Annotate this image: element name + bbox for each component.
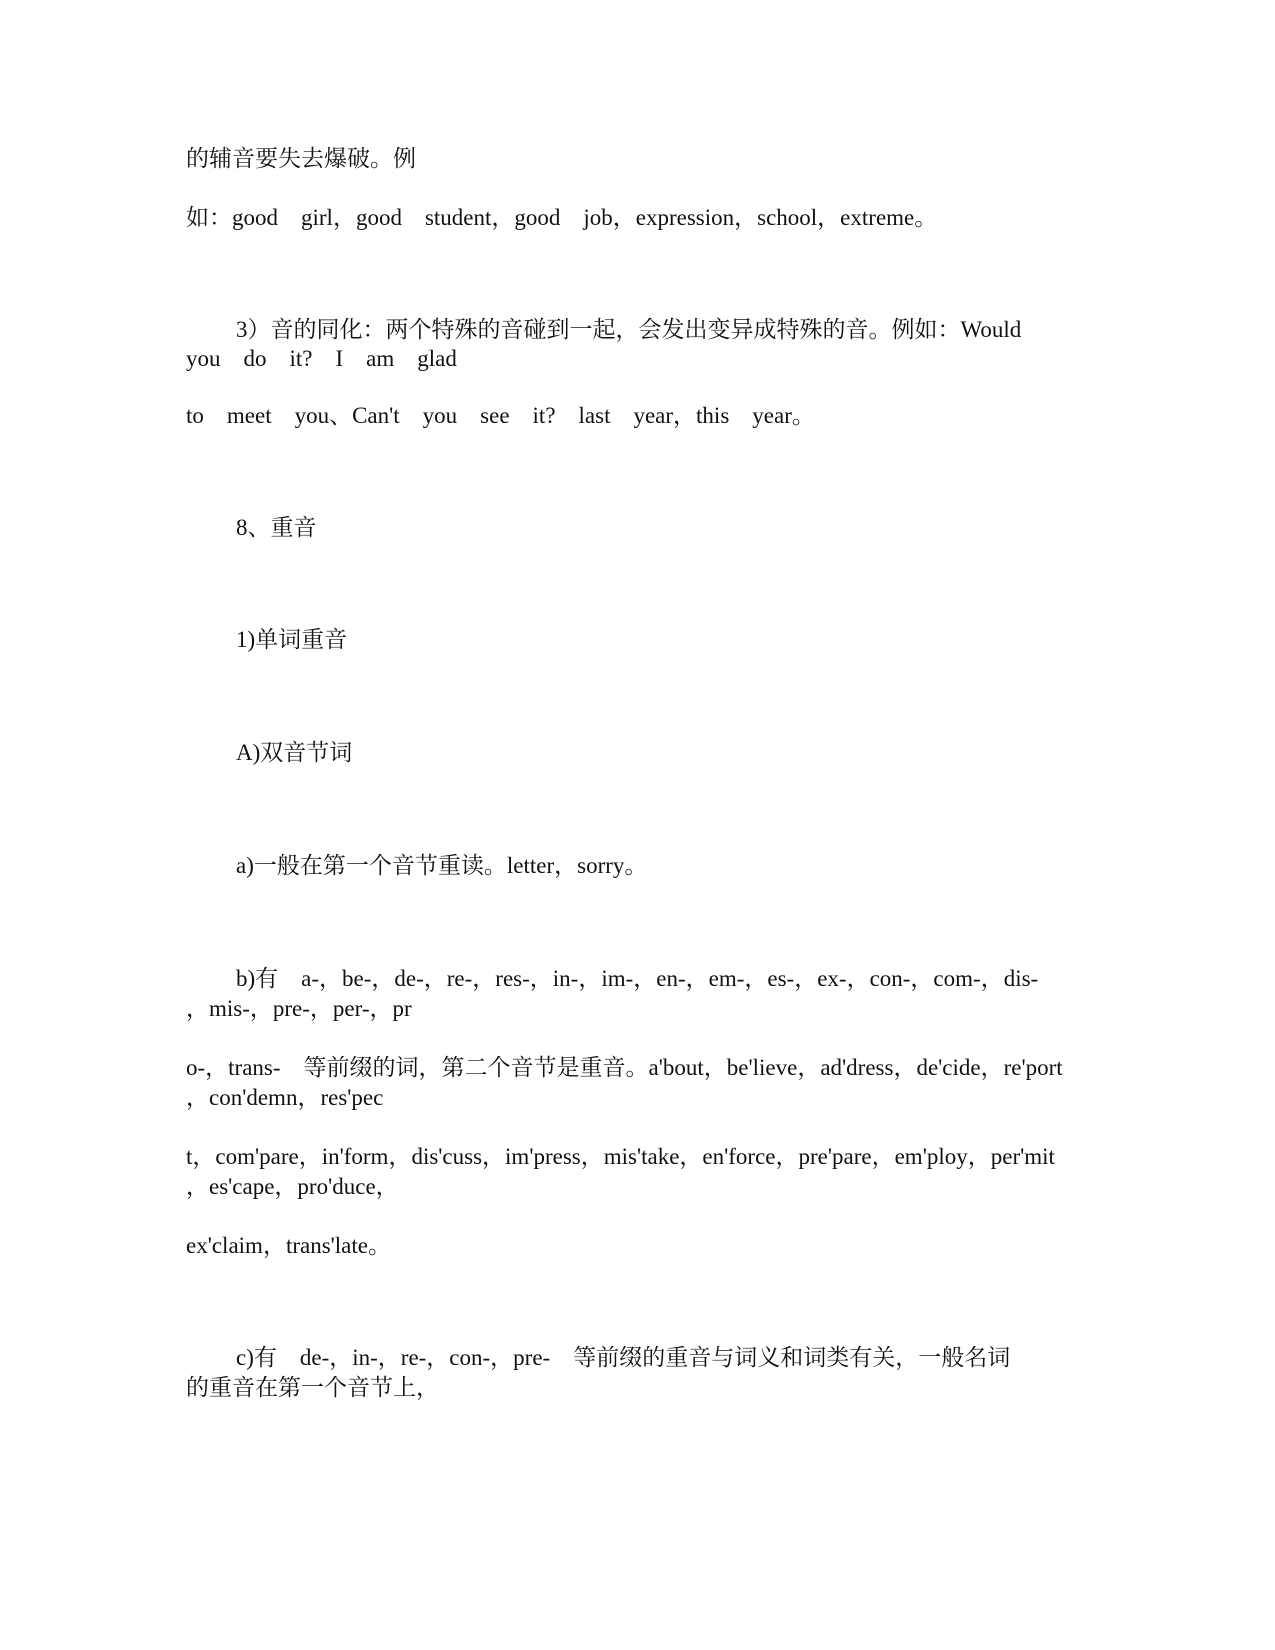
paragraph-line: 3）音的同化：两个特殊的音碰到一起，会发出变异成特殊的音。例如：Would bbox=[236, 317, 1022, 342]
paragraph-line: to meet you、Can't you see it? last year，this year。 bbox=[186, 403, 815, 428]
paragraph-line: ，con'demn，res'pec bbox=[186, 1085, 384, 1110]
section-heading: 8、重音 bbox=[236, 515, 317, 540]
paragraph-line: b)有 a-，be-，de-，re-，res-，in-，im-，en-，em-，es-，ex-，con-，com-，dis- bbox=[236, 966, 1039, 991]
subsection-heading: A)双音节词 bbox=[236, 740, 353, 765]
paragraph-line: o-，trans- 等前缀的词，第二个音节是重音。a'bout，be'lieve，ad'dress，de'cide，re'port bbox=[186, 1055, 1063, 1080]
paragraph-line: 的辅音要失去爆破。例 bbox=[186, 146, 416, 171]
paragraph-line: c)有 de-，in-，re-，con-，pre- 等前缀的重音与词义和词类有关，一般名词 bbox=[236, 1345, 1011, 1370]
paragraph-line: t，com'pare，in'form，dis'cuss，im'press，mis'take，en'force，pre'pare，em'ploy，per'mit bbox=[186, 1144, 1055, 1169]
paragraph-line: ex'claim，trans'late。 bbox=[186, 1233, 391, 1258]
paragraph-line: 的重音在第一个音节上， bbox=[186, 1375, 439, 1400]
paragraph-line: a)一般在第一个音节重读。letter，sorry。 bbox=[236, 853, 648, 878]
paragraph-line: 如：good girl，good student，good job，expression，school，extreme。 bbox=[186, 205, 938, 230]
subsection-heading: 1)单词重音 bbox=[236, 627, 348, 652]
paragraph-line: ，mis-，pre-，per-，pr bbox=[186, 996, 412, 1021]
paragraph-line: you do it? I am glad bbox=[186, 346, 457, 371]
paragraph-line: ，es'cape，pro'duce， bbox=[186, 1174, 399, 1199]
